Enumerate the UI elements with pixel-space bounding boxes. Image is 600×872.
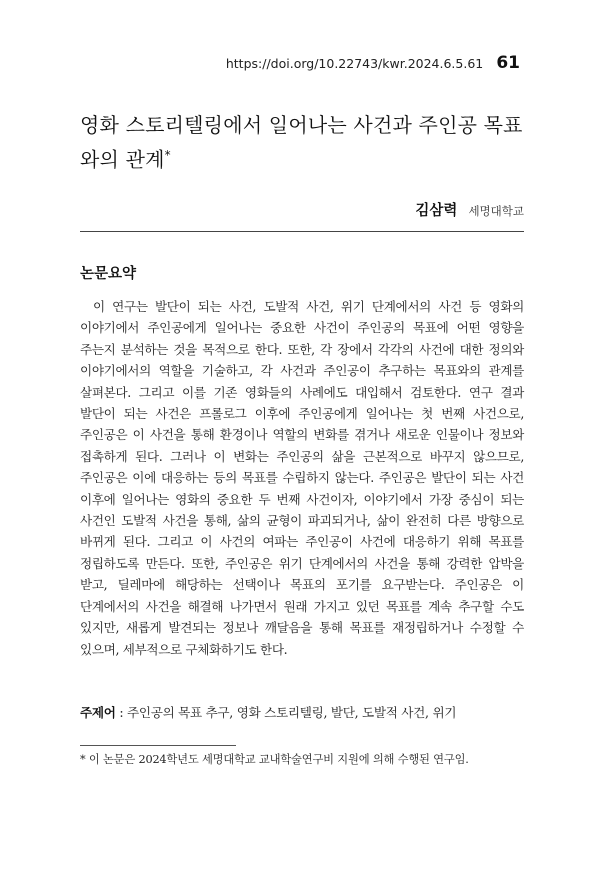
running-header xyxy=(80,53,520,73)
title-footnote-mark: * xyxy=(164,148,171,162)
doi-link[interactable]: https://doi.org/10.22743/kwr.2024.6.5.61 xyxy=(225,56,484,71)
footnote-divider xyxy=(80,745,236,746)
author-name: 김삼력 xyxy=(415,203,458,219)
footnote: * 이 논문은 2024학년도 세명대학교 교내학술연구비 지원에 의해 수행된 연구임. xyxy=(80,753,469,766)
author-affiliation: 세명대학교 xyxy=(468,204,524,218)
author-block xyxy=(415,199,524,220)
abstract-body: 이 연구는 발단이 되는 사건, 도발적 사건, 위기 단계에서의 사건 등 영화의 이야기에서 주인공에게 일어나는 중요한 사건이 주인공의 목표에 어떤 영향을 주는지 분석하는 것을 목적으로 한다. 또한, 각 장에서 각각의 사건에 대한 정의와 이야기에서의 역할을 기술하고, 각 사건과 주인공이 추구하는 목표와의 관계를 살펴본다. 그리고 이를 기존 영화들의 사례에도 대입해서 검토한다. 연구 결과 발단이 되는 사건은 프롤로그 이후에 주인공에게 일어나는 첫 번째 사건으로, 주인공은 이 사건을 통해 환경이나 역할의 변화를 겪거나 새로운 인물이나 정보와 접촉하게 된다. 그러나 이 변화는 주인공의 삶을 근본적으로 바꾸지 않으므로, 주인공은 이에 대응하는 등의 목표를 수립하지 않는다. 주인공은 발단이 되는 사건 이후에 일어나는 영화의 중요한 두 번째 사건이자, 이야기에서 가장 중심이 되는 사건인 도발적 사건을 통해, 삶의 균형이 파괴되거나, 삶이 완전히 다른 방향으로 바뀌게 된다. 그리고 이 사건의 여파는 주인공이 사건에 대응하기 위해 목표를 정립하도록 만든다. 또한, 주인공은 위기 단계에서의 사건을 통해 강력한 압박을 받고, 딜레마에 해당하는 선택이나 목표의 포기를 요구받는다. 주인공은 이 단계에서의 사건을 해결해 나가면서 원래 가지고 있던 목표를 계속 추구할 수도 있지만, 새롭게 발견되는 정보나 깨달음을 통해 목표를 재정립하거나 수정할 수 있으며, 세부적으로 구체화하기도 한다. xyxy=(80,299,524,657)
paper-title-block xyxy=(80,110,524,175)
keywords-label: 주제어 xyxy=(80,705,116,720)
keywords-separator: : xyxy=(115,705,127,720)
header-divider xyxy=(80,231,524,232)
keywords-text: 주인공의 목표 추구, 영화 스토리텔링, 발단, 도발적 사건, 위기 xyxy=(126,705,457,720)
page-number: 61 xyxy=(496,53,520,73)
paper-title: 영화 스토리텔링에서 일어나는 사건과 주인공 목표와의 관계 xyxy=(80,113,523,172)
abstract-heading: 논문요약 xyxy=(80,266,137,282)
keywords-line xyxy=(80,703,524,723)
